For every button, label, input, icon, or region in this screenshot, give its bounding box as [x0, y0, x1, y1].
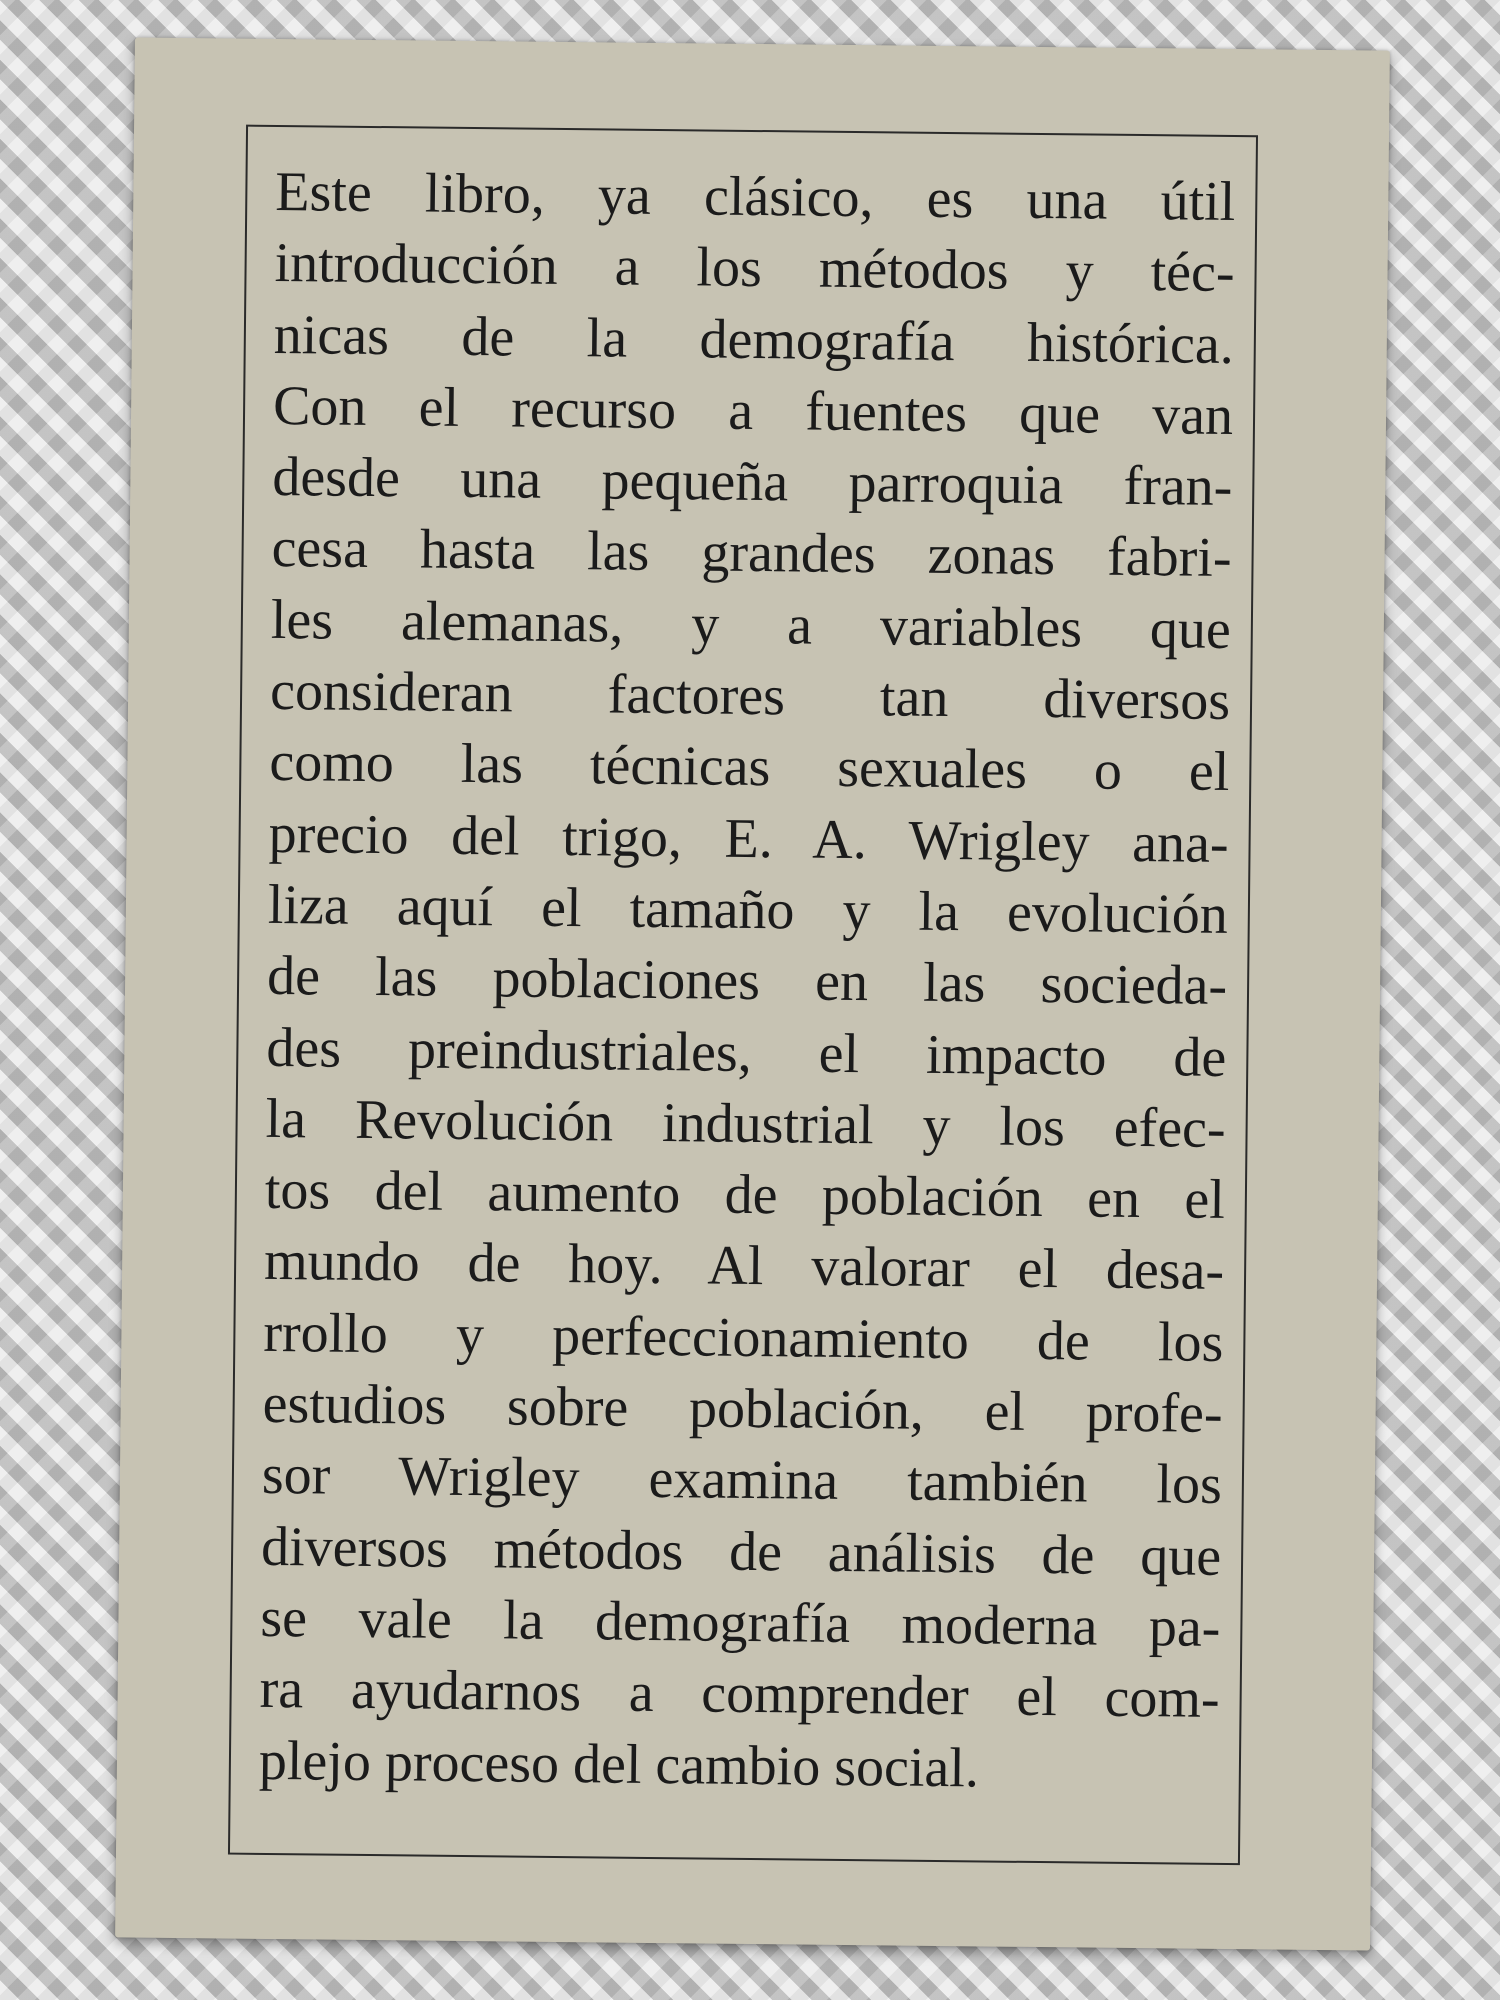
blurb-line: la Revolución industrial y los efec-	[265, 1087, 1226, 1160]
blurb-line: consideran factores tan diversos	[269, 660, 1231, 733]
blurb-line: desde una pequeña parroquia fran-	[272, 446, 1233, 519]
blurb-line: rrollo y perfeccionamiento de los	[263, 1301, 1224, 1374]
blurb-line: nicas de la demografía histórica.	[273, 303, 1235, 376]
blurb-line: sor Wrigley examina también los	[261, 1444, 1223, 1517]
blurb-line: de las poblaciones en las socieda-	[266, 945, 1228, 1018]
blurb-text	[259, 157, 1236, 1807]
blurb-line: ra ayudarnos a comprender el com-	[259, 1658, 1220, 1731]
blurb-line: introducción a los métodos y téc-	[274, 232, 1235, 305]
blurb-line: plejo proceso del cambio social.	[258, 1729, 980, 1799]
blurb-line: diversos métodos de análisis de que	[260, 1515, 1222, 1588]
blurb-line: Este libro, ya clásico, es una útil	[275, 160, 1236, 234]
blurb-line: cesa hasta las grandes zonas fabri-	[271, 517, 1232, 590]
blurb-line: Con el recurso a fuentes que van	[272, 374, 1234, 447]
blurb-line: se vale la demografía moderna pa-	[260, 1586, 1221, 1659]
blurb-line: estudios sobre población, el profe-	[262, 1372, 1223, 1445]
blurb-frame	[228, 125, 1258, 1866]
blurb-line: les alemanas, y a variables que	[270, 588, 1232, 661]
blurb-line: como las técnicas sexuales o el	[269, 731, 1230, 804]
blurb-line: mundo de hoy. Al valorar el desa-	[263, 1230, 1225, 1303]
blurb-line: des preindustriales, el impacto de	[266, 1016, 1227, 1089]
blurb-line: precio del trigo, E. A. Wrigley ana-	[268, 802, 1229, 875]
book-back-cover	[115, 37, 1390, 1950]
blurb-line: liza aquí el tamaño y la evolución	[267, 873, 1229, 946]
blurb-line: tos del aumento de población en el	[264, 1159, 1226, 1232]
